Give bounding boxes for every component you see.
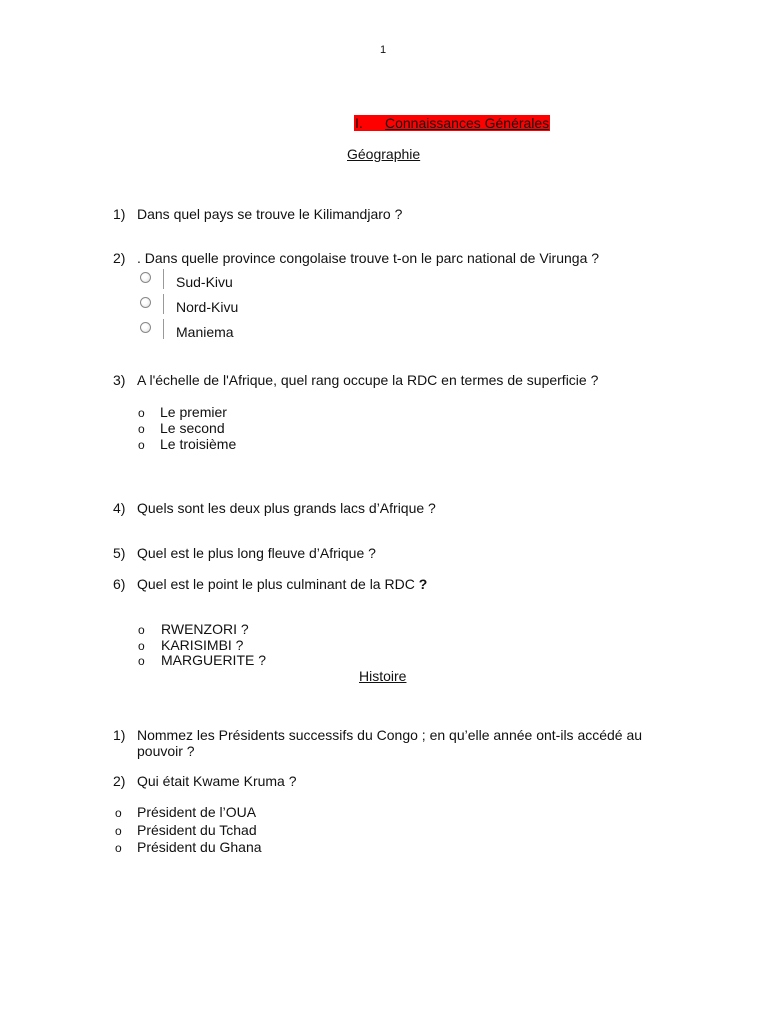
bullet-icon: o — [115, 806, 122, 820]
question-text: A l'échelle de l'Afrique, quel rang occupe la RDC en termes de superficie ? — [137, 372, 599, 388]
bullet-icon: o — [138, 438, 145, 452]
section-title: Connaissances Générales — [385, 115, 550, 131]
geo-question-3 — [113, 372, 598, 388]
question-text: Quels sont les deux plus grands lacs d’Afrique ? — [137, 500, 436, 516]
geo-question-4 — [113, 500, 436, 516]
bullet-icon: o — [115, 841, 122, 855]
bullet-icon: o — [138, 654, 145, 668]
question-number: 2) — [113, 250, 126, 266]
history-heading: Histoire — [359, 668, 407, 684]
question-text-line2: pouvoir ? — [137, 743, 195, 759]
question-number: 4) — [113, 500, 126, 516]
bullet-icon: o — [138, 639, 145, 653]
option-label: Sud-Kivu — [176, 274, 233, 290]
bullet-icon: o — [138, 623, 145, 637]
question-number: 1) — [113, 727, 126, 743]
bullet-icon: o — [115, 824, 122, 838]
option-le-premier: Le premier — [160, 404, 227, 420]
geo-question-2 — [113, 250, 599, 266]
geography-heading: Géographie — [347, 146, 421, 162]
option-le-second: Le second — [160, 420, 225, 436]
option-president-tchad: Président du Tchad — [137, 822, 257, 838]
bullet-icon: o — [138, 406, 145, 420]
question-text: Dans quel pays se trouve le Kilimandjaro ? — [137, 206, 403, 222]
option-divider — [163, 319, 164, 339]
option-le-troisieme: Le troisième — [160, 436, 237, 452]
geo-question-5 — [113, 545, 376, 561]
question-text-line1: Nommez les Présidents successifs du Congo ; en qu’elle année ont-ils accédé au — [137, 727, 643, 743]
geo-question-6 — [113, 576, 427, 592]
option-president-ghana: Président du Ghana — [137, 839, 262, 855]
option-label: Nord-Kivu — [176, 299, 239, 315]
section-heading — [354, 115, 550, 131]
page-number: 1 — [380, 44, 387, 56]
radio-button[interactable] — [140, 322, 151, 333]
option-divider — [163, 294, 164, 314]
option-marguerite: MARGUERITE ? — [161, 652, 267, 668]
question-number: 6) — [113, 576, 126, 592]
option-president-oua: Président de l’OUA — [137, 804, 257, 820]
question-text: Quel est le plus long fleuve d’Afrique ? — [137, 545, 376, 561]
option-divider — [163, 269, 164, 289]
question-mark: ? — [418, 576, 428, 592]
radio-button[interactable] — [140, 297, 151, 308]
question-text: Qui était Kwame Kruma ? — [137, 773, 297, 789]
question-text: Quel est le point le plus culminant de la RDC — [137, 576, 415, 592]
history-question-1 — [113, 727, 642, 743]
bullet-icon: o — [138, 422, 145, 436]
question-number: 2) — [113, 773, 126, 789]
geo-question-1 — [113, 206, 402, 222]
section-number: I. — [355, 115, 363, 131]
option-karisimbi: KARISIMBI ? — [161, 637, 244, 653]
question-text: . Dans quelle province congolaise trouve t-on le parc national de Virunga ? — [137, 250, 600, 266]
option-label: Maniema — [176, 324, 234, 340]
question-number: 3) — [113, 372, 126, 388]
question-number: 1) — [113, 206, 126, 222]
option-rwenzori: RWENZORI ? — [161, 621, 249, 637]
history-question-2 — [113, 773, 297, 789]
radio-button[interactable] — [140, 272, 151, 283]
question-number: 5) — [113, 545, 126, 561]
